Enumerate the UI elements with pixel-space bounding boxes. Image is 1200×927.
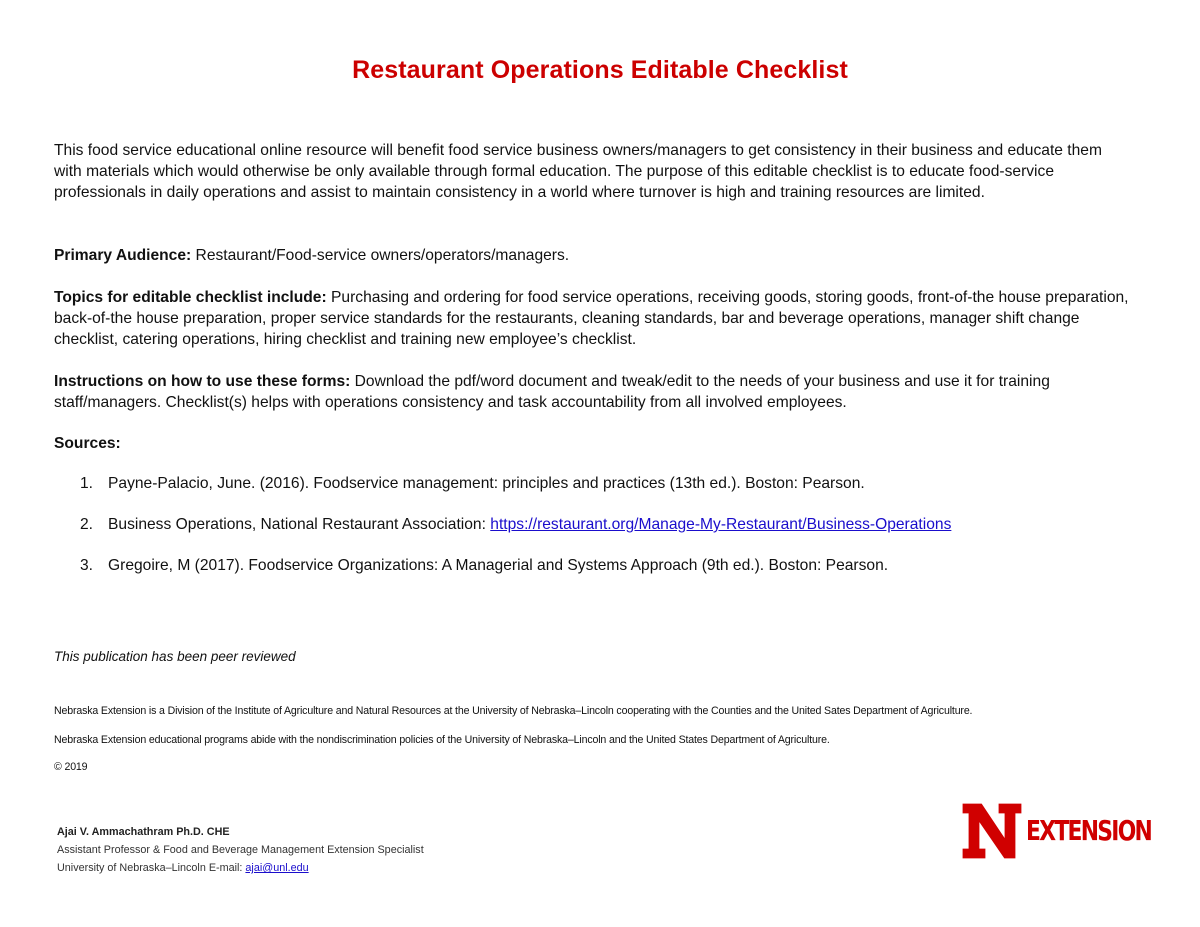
legal-statement-division: Nebraska Extension is a Division of the Institute of Agriculture and Natural Resources at the University of Nebraska–Lincoln cooperating with the Counties and the United Sates Department of Agriculture. bbox=[54, 705, 973, 717]
nebraska-extension-logo bbox=[960, 800, 1150, 862]
source-number: 2. bbox=[80, 516, 94, 533]
topics-label: Topics for editable checklist include: bbox=[54, 289, 327, 306]
source-text: Business Operations, National Restaurant Association: bbox=[108, 516, 491, 533]
source-text: Gregoire, M (2017). Foodservice Organizations: A Managerial and Systems Approach (9th ed.). Boston: Pearson. bbox=[108, 557, 889, 574]
instructions-label: Instructions on how to use these forms: bbox=[54, 373, 351, 390]
audience-text: Restaurant/Food-service owners/operators/managers. bbox=[191, 247, 570, 264]
peer-review-note: This publication has been peer reviewed bbox=[54, 649, 296, 664]
author-email-link[interactable]: ajai@unl.edu bbox=[245, 862, 309, 874]
legal-statement-nondiscrimination: Nebraska Extension educational programs abide with the nondiscrimination policies of the University of Nebraska–Lincoln and the United States Department of Agriculture. bbox=[54, 734, 830, 746]
source-item bbox=[54, 473, 1154, 494]
topics-paragraph bbox=[54, 287, 1134, 350]
author-affiliation-text: University of Nebraska–Lincoln E-mail: bbox=[57, 862, 246, 874]
sources-heading: Sources: bbox=[54, 435, 121, 452]
nebraska-n-icon bbox=[960, 800, 1024, 862]
restaurant-org-link[interactable]: https://restaurant.org/Manage-My-Restaurant/Business-Operations bbox=[490, 516, 952, 533]
author-role: Assistant Professor & Food and Beverage Management Extension Specialist bbox=[57, 844, 424, 856]
intro-paragraph: This food service educational online resource will benefit food service business owners/managers to get consistency in their business and educate them with materials which would otherwise be only available through formal education. The purpose of this editable checklist is to educate food-service professionals in daily operations and assist to maintain consistency in a world where turnover is high and training resources are limited. bbox=[54, 142, 1102, 201]
instructions-text: Download the pdf/word document and tweak/edit to the needs of your business and use it for training staff/managers. Checklist(s) helps with operations consistency and task accountability from all involved employees. bbox=[54, 373, 1050, 411]
audience-label: Primary Audience: bbox=[54, 247, 192, 264]
source-text: Payne-Palacio, June. (2016). Foodservice management: principles and practices (13th ed.). Boston: Pearson. bbox=[108, 475, 865, 492]
source-item bbox=[54, 514, 1154, 535]
source-text-with-link bbox=[108, 514, 951, 535]
source-number: 1. bbox=[80, 475, 94, 492]
sources-list bbox=[54, 473, 1154, 596]
author-block bbox=[57, 823, 424, 877]
audience-paragraph bbox=[54, 245, 1134, 266]
page-title: Restaurant Operations Editable Checklist bbox=[352, 56, 848, 84]
source-item bbox=[54, 555, 1154, 576]
source-number: 3. bbox=[80, 557, 94, 574]
extension-wordmark: EXTENSION bbox=[1026, 814, 1152, 847]
instructions-paragraph bbox=[54, 371, 1134, 413]
copyright: © 2019 bbox=[54, 761, 88, 773]
author-affiliation bbox=[57, 859, 424, 877]
topics-text: Purchasing and ordering for food service operations, receiving goods, storing goods, front-of-the house preparation, back-of-the house preparation, proper service standards for the restaurants, cleaning standards, bar and beverage operations, manager shift change checklist, catering operations, hiring checklist and training new employee’s checklist. bbox=[54, 289, 1129, 348]
author-name: Ajai V. Ammachathram Ph.D. CHE bbox=[57, 826, 230, 838]
